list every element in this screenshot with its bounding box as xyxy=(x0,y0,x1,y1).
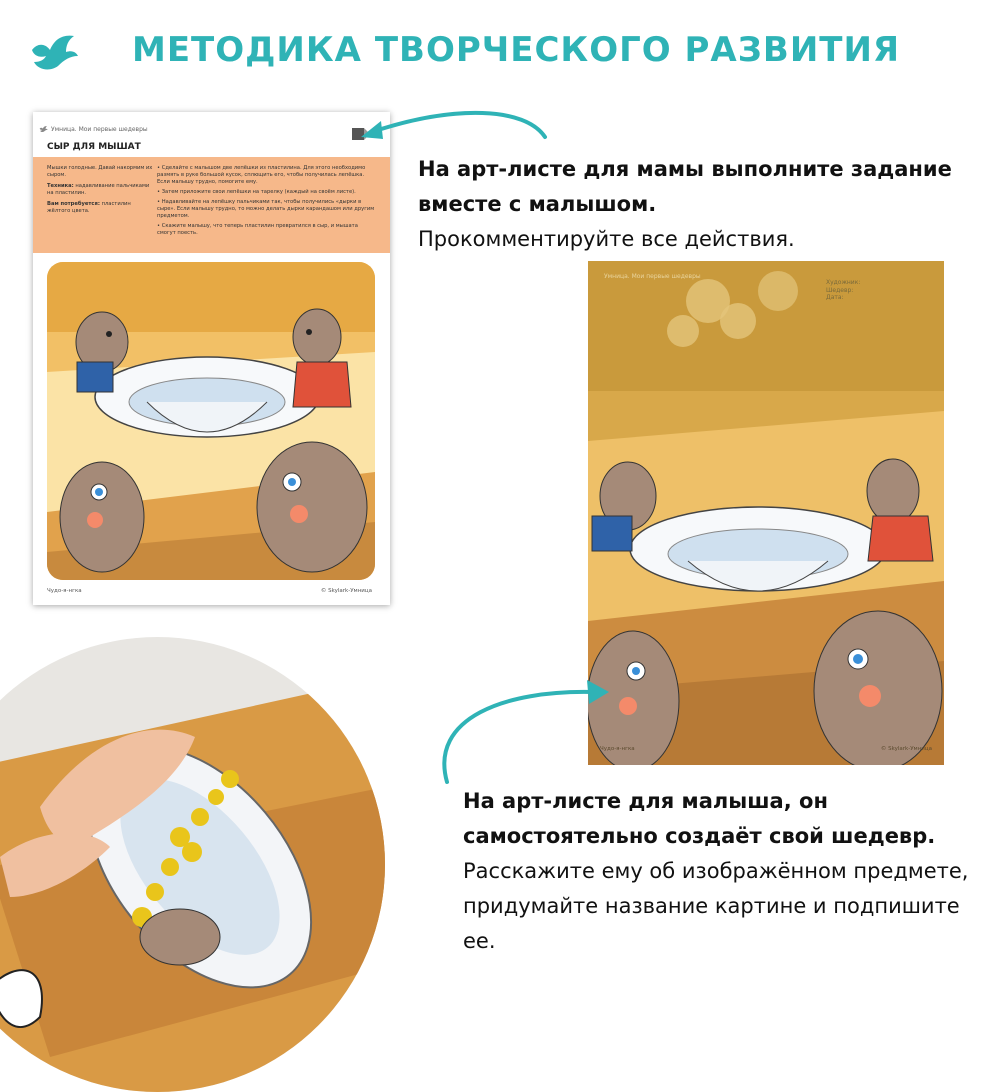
bird-logo-icon xyxy=(39,125,48,133)
artist-fields xyxy=(826,279,860,302)
mice-plate-illustration xyxy=(47,262,375,580)
needs-text: пластилин жёлтого цвета. xyxy=(47,201,131,214)
page-title: МЕТОДИКА ТВОРЧЕСКОГО РАЗВИТИЯ xyxy=(132,30,901,70)
step-item: • Надавливайте на лепёшку пальчиками так, чтобы получились «дырки в сыре». Если малышу трудно, то можно делать дырки карандашом или другим предметом. xyxy=(157,199,375,219)
child-instruction-regular: Расскажите ему об изображённом предмете, придумайте название картине и подпишите ее. xyxy=(463,859,969,953)
bird-logo-icon xyxy=(28,30,80,74)
child-hands-photo xyxy=(0,637,385,1092)
sheet-brand: Умница. Мои первые шедевры xyxy=(604,273,701,280)
technique-label: Техника: xyxy=(47,183,74,189)
step-item: • Сделайте с малышом две лепёшки из пластилина. Для этого необходимо размять в руке большой кусок, сплющить его, чтобы получилась лепёшка. Если малышу трудно, помогите ему. xyxy=(157,165,366,185)
sheet-intro: Мышки голодные. Давай накормим их сыром. xyxy=(47,165,153,178)
artist-field: Художник: xyxy=(826,279,861,286)
sheet-footer-left: Чудо-я-нгка xyxy=(600,746,635,752)
mom-art-sheet xyxy=(33,112,390,605)
technique-text: надавливание пальчиками на пластилин. xyxy=(47,183,150,196)
date-field: Дата: xyxy=(826,294,844,301)
step-item: • Скажите малышу, что теперь пластилин превратился в сыр, и мышата смогут поесть. xyxy=(157,223,358,236)
step-item: • Затем приложите свои лепёшки на тарелку (каждый на своём листе). xyxy=(157,189,356,195)
child-sheet-illustration xyxy=(588,261,944,765)
sheet-footer-right: © Skylark-Умница xyxy=(880,746,932,752)
child-art-sheet xyxy=(588,261,944,765)
arrow-icon xyxy=(425,678,615,788)
masterpiece-field: Шедевр: xyxy=(826,286,854,294)
sheet-steps xyxy=(157,165,377,240)
child-instruction-bold: На арт-листе для малыша, он самостоятельно создаёт свой шедевр. xyxy=(463,789,936,848)
child-instruction-text xyxy=(463,784,993,959)
sheet-title: СЫР ДЛЯ МЫШАТ xyxy=(47,142,141,152)
sheet-footer-left: Чудо-я-нгка xyxy=(47,588,82,594)
arrow-icon xyxy=(355,105,555,150)
mom-instruction-regular: Прокомментируйте все действия. xyxy=(418,227,795,251)
sheet-left-column xyxy=(47,165,155,219)
sheet-brand: Умница. Мои первые шедевры xyxy=(51,126,148,133)
needs-label: Вам потребуется: xyxy=(47,201,100,207)
mom-instruction-bold: На арт-листе для мамы выполните задание вместе с малышом. xyxy=(418,157,952,216)
sheet-footer-right: © Skylark-Умница xyxy=(320,588,372,594)
mom-instruction-text xyxy=(418,152,978,257)
